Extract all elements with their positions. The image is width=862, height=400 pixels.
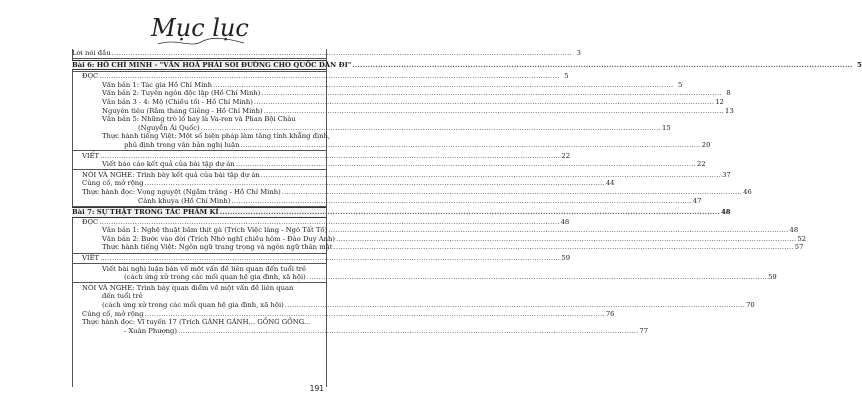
dot-leader <box>240 141 700 150</box>
toc-entry <box>72 115 326 124</box>
toc-entry <box>72 318 326 327</box>
toc-entry-title: Bài 7: SỰ THẬT TRONG TÁC PHẨM KÍ <box>72 208 219 217</box>
toc-entry-title: NÓI VÀ NGHE: Trình bày kết quả của bài tập dự án <box>82 170 260 179</box>
toc-entry-title: Thực hành đọc: Vĩ tuyến 17 (Trích GÁNH GÁNH... GỒNG GỒNG... <box>82 318 311 327</box>
toc-entry-title: Văn bản 2: Tuyên ngôn độc lập (Hồ Chí Minh) <box>102 89 261 98</box>
toc-entry-title: Thực hành tiếng Việt: Một số biện pháp làm tăng tính khẳng định, <box>102 132 331 141</box>
toc-entry <box>72 179 615 188</box>
toc-entry <box>72 265 326 274</box>
toc-entry-title: phủ định trong văn bản nghị luận <box>124 140 240 149</box>
toc-entry-title: - Xuân Phượng) <box>124 326 178 335</box>
toc-page-number: 22 <box>697 160 706 169</box>
toc-entry-title: VIẾT <box>82 254 100 263</box>
toc-entry-title: Văn bản 5: Những trò lố hay là Va-ren và Phan Bội Châu <box>102 115 296 124</box>
dot-leader <box>99 218 559 227</box>
toc-entry <box>72 140 711 150</box>
dot-leader <box>100 254 560 263</box>
toc-entry <box>72 309 615 319</box>
toc-entry <box>72 97 724 107</box>
toc-page-number: 57 <box>794 243 804 252</box>
toc-page-number: 13 <box>725 106 734 115</box>
toc-entry <box>72 301 755 310</box>
toc-page-number: 70 <box>746 301 755 310</box>
toc-entry-title: (Nguyễn Ái Quốc) <box>138 123 200 132</box>
dot-leader <box>336 235 796 244</box>
toc-entry <box>72 292 326 301</box>
toc-entry <box>72 72 569 81</box>
toc-page-number: 5 <box>678 80 683 89</box>
toc-entry <box>72 187 752 197</box>
toc-entry-title: (cách ứng xử trong các mối quan hệ gia đình, xã hội) <box>102 301 284 310</box>
dot-leader <box>282 188 742 197</box>
toc-page-number: 15 <box>662 123 671 132</box>
toc-page-number: 59 <box>561 254 571 263</box>
toc-entry-title: Lời nói đầu <box>72 49 111 57</box>
toc-page-number: 3 <box>576 49 581 57</box>
toc-entry-title: Văn bản 3 - 4: Mộ (Chiều tối - Hồ Chí Minh) <box>102 97 253 106</box>
toc-entry-title: Văn bản 1: Nghệ thuật băm thịt gà (Trích Việc làng - Ngô Tất Tố) <box>102 226 328 235</box>
toc-entry <box>72 49 581 58</box>
dot-leader <box>285 301 745 310</box>
toc-page-number: 76 <box>605 309 615 318</box>
toc-entry <box>72 196 702 206</box>
toc-entry <box>72 160 706 169</box>
toc-page-number: 48 <box>789 226 799 235</box>
toc-page-number: 52 <box>797 234 807 243</box>
toc-page-number: 46 <box>743 187 752 196</box>
toc-entry-title: Văn bản 2: Bước vào đời (Trích Nhớ nghĩ chiều hôm - Đào Duy Anh) <box>102 234 336 243</box>
dot-leader <box>220 208 720 217</box>
toc-entry-title: VIẾT <box>82 151 100 160</box>
toc-page-number: 12 <box>715 97 724 106</box>
toc-entry <box>72 243 804 252</box>
toc-page-number: 47 <box>692 196 702 205</box>
toc-entry-title: (cách ứng xử trong các mối quan hệ gia đình, xã hội) <box>124 273 306 282</box>
toc-page-number: 22 <box>561 151 571 160</box>
dot-leader <box>213 81 673 90</box>
toc-entry-title: đến tuổi trẻ <box>102 292 143 301</box>
toc-entry-title: Thực hành đọc: Vọng nguyệt (Ngắm trăng - Hồ Chí Minh) <box>82 187 281 196</box>
dot-leader <box>178 327 638 336</box>
dot-leader <box>352 61 852 70</box>
dot-leader <box>145 179 605 188</box>
toc-entry <box>72 226 799 235</box>
toc-page-number: 20 <box>701 140 711 149</box>
toc-page-number: 5 <box>857 60 862 69</box>
toc-entry-title: Củng cố, mở rộng <box>82 309 144 318</box>
dot-leader <box>333 243 793 252</box>
page-number: 191 <box>309 384 324 393</box>
dot-leader <box>100 152 560 161</box>
toc-entry <box>72 273 777 282</box>
toc-entry <box>72 326 649 336</box>
toc-page-number: 37 <box>722 170 731 179</box>
toc-entry-title: Bài 6: HỒ CHÍ MINH - "VĂN HOÁ PHẢI SOI ĐƯỜNG CHO QUỐC DÂN ĐI" <box>72 60 352 69</box>
dot-leader <box>236 160 696 169</box>
dot-leader <box>231 197 691 206</box>
toc-page-number: 59 <box>768 273 777 282</box>
toc-entry <box>72 132 331 141</box>
toc-entry-title: Nguyên tiêu (Rằm tháng Giêng - Hồ Chí Minh) <box>102 106 263 115</box>
dot-leader <box>264 107 724 116</box>
dot-leader <box>112 49 572 58</box>
toc-entry <box>72 106 734 116</box>
dot-leader <box>145 310 605 319</box>
toc-page-number: 77 <box>639 326 649 335</box>
toc-page-number: 44 <box>605 179 615 188</box>
title-flourish-ornament <box>156 36 246 48</box>
toc-page-number: 48 <box>560 217 570 226</box>
toc-entry-title: ĐỌC <box>82 217 99 226</box>
dot-leader <box>261 89 721 98</box>
toc-entry-title: ĐỌC <box>82 72 99 81</box>
table-of-contents <box>72 49 862 335</box>
toc-entry <box>72 254 571 263</box>
toc-entry <box>72 217 570 227</box>
toc-section-heading <box>72 60 862 71</box>
toc-entry-title: Củng cố, mở rộng <box>82 179 144 188</box>
toc-entry <box>72 151 571 161</box>
dot-leader <box>254 98 714 107</box>
dot-leader <box>99 72 559 81</box>
page-title: Mục lục <box>151 14 249 42</box>
dot-leader <box>328 226 788 235</box>
toc-section-heading <box>72 207 731 218</box>
toc-entry-title: Văn bản 1: Tác gia Hồ Chí Minh <box>102 80 213 89</box>
toc-page-number: 8 <box>726 89 731 98</box>
dot-leader <box>261 171 721 180</box>
toc-entry-title: Thực hành tiếng Việt: Ngôn ngữ trang trọng và ngôn ngữ thân mật <box>102 243 333 252</box>
toc-entry-title: NÓI VÀ NGHE: Trình bày quan điểm về một vấn đề liên quan <box>82 283 294 292</box>
dot-leader <box>307 273 767 282</box>
toc-entry <box>72 89 731 98</box>
toc-page-number: 48 <box>721 208 731 217</box>
toc-page-number: 5 <box>564 72 569 81</box>
toc-entry-title: Cảnh khuya (Hồ Chí Minh) <box>138 196 231 205</box>
toc-entry-title: Viết báo cáo kết quả của bài tập dự án <box>102 160 235 169</box>
toc-entry-title: Viết bài nghị luận bàn về một vấn đề liên quan đến tuổi trẻ <box>102 264 307 273</box>
